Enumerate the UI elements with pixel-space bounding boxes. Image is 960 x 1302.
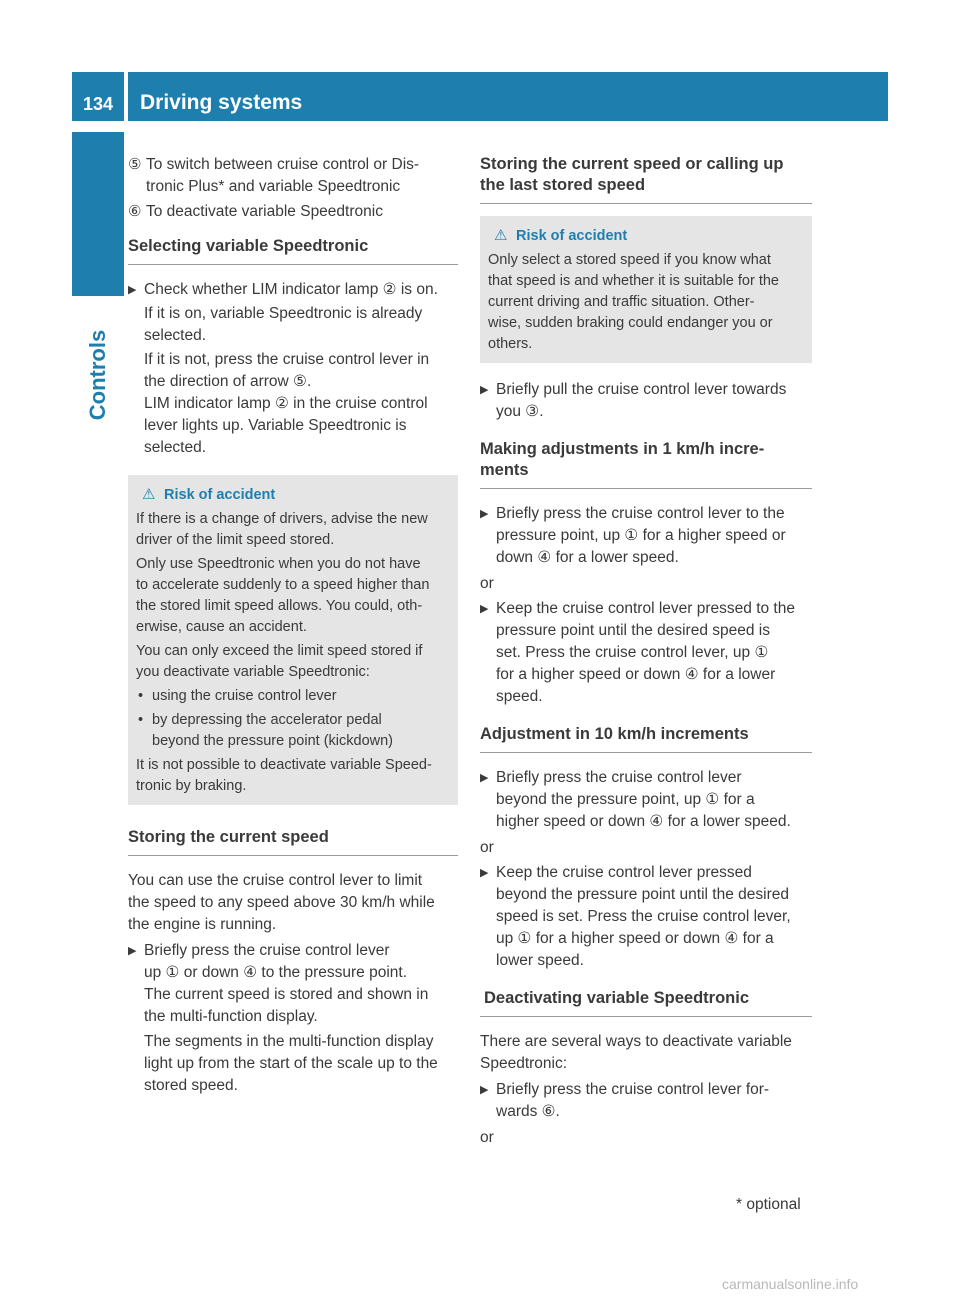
arrow-icon: ▶	[480, 384, 489, 396]
step-10kmh-a: ▶ Briefly press the cruise control lever beyond the pressure point, up ① for a higher speed or down ④ for a lower speed.	[480, 767, 812, 833]
page-number: 134	[72, 72, 124, 121]
watermark: carmanualsonline.info	[722, 1276, 859, 1292]
section-title: Driving systems	[128, 72, 888, 121]
arrow-icon: ▶	[480, 772, 489, 784]
or-text: or	[480, 1129, 494, 1146]
right-column	[480, 154, 812, 1149]
arrow-icon: ▶	[480, 1084, 489, 1096]
legend-item-6: ⑥ To deactivate variable Speedtronic	[128, 203, 383, 220]
step-10kmh-b: ▶ Keep the cruise control lever pressed beyond the pressure point until the desired speed is set. Press the cruise control lever, up ① for a higher speed or down ④ for a lower speed.	[480, 862, 812, 972]
warning-box-limit: ⚠ Risk of accident If there is a change of drivers, advise the new driver of the limit speed stored. Only use Speedtronic when you do not have to accelerate suddenly to a speed higher than the stored limit speed allows. You could, oth- erwise, cause an accident. You can only exceed the limit speed stored if you deactivate variable Speedtronic: • using the cruise control lever • by depressing the accelerator pedal beyond the pressure point (kickdown) It is not possible to deactivate variable Speed- tronic by braking.	[128, 475, 458, 805]
deactivating-intro: There are several ways to deactivate variable Speedtronic:	[480, 1033, 792, 1072]
heading-1kmh: Making adjustments in 1 km/h incre- ments	[480, 439, 812, 489]
arrow-icon: ▶	[128, 284, 137, 296]
step-selecting: ▶ Check whether LIM indicator lamp ② is on. If it is on, variable Speedtronic is already selected. If it is not, press the cruise control lever in the direction of arrow ⑤. LIM indicator lamp ② in the cruise control lever lights up. Variable Speedtronic is selected.	[128, 279, 458, 459]
or-text: or	[480, 839, 494, 856]
warning-title: ⚠ Risk of accident	[142, 486, 276, 503]
sidebar-label: Controls	[85, 329, 111, 421]
list-item: • by depressing the accelerator pedal beyond the pressure point (kickdown)	[138, 712, 393, 749]
step-pull: ▶ Briefly pull the cruise control lever towards you ③.	[480, 379, 812, 423]
left-column	[128, 154, 458, 1097]
step-1kmh-a: ▶ Briefly press the cruise control lever to the pressure point, up ① for a higher speed or down ④ for a lower speed.	[480, 503, 812, 569]
arrow-icon: ▶	[480, 508, 489, 520]
sidebar-tab	[72, 132, 124, 296]
heading-storing: Storing the current speed	[128, 827, 458, 856]
warning-icon: ⚠	[494, 227, 508, 244]
heading-deactivating: Deactivating variable Speedtronic	[480, 988, 812, 1017]
legend-item-5: ⑤ To switch between cruise control or Dis- tronic Plus* and variable Speedtronic	[128, 156, 420, 195]
warning-icon: ⚠	[142, 486, 156, 503]
heading-selecting: Selecting variable Speedtronic	[128, 236, 458, 265]
warning-title: ⚠ Risk of accident	[494, 227, 628, 244]
optional-footnote: * optional	[736, 1196, 801, 1213]
arrow-icon: ▶	[480, 867, 489, 879]
step-deactivate: ▶ Briefly press the cruise control lever for- wards ⑥.	[480, 1079, 812, 1123]
storing-intro: You can use the cruise control lever to limit the speed to any speed above 30 km/h while the engine is running.	[128, 872, 435, 933]
list-item: • using the cruise control lever	[138, 688, 337, 704]
or-text: or	[480, 575, 494, 592]
arrow-icon: ▶	[480, 603, 489, 615]
heading-storing-calling: Storing the current speed or calling up the last stored speed	[480, 154, 812, 204]
step-storing: ▶ Briefly press the cruise control lever up ① or down ④ to the pressure point. The current speed is stored and shown in the multi-function display. The segments in the multi-function display light up from the start of the scale up to the stored speed.	[128, 940, 458, 1097]
step-1kmh-b: ▶ Keep the cruise control lever pressed to the pressure point until the desired speed is set. Press the cruise control lever, up ① for a higher speed or down ④ for a lower speed.	[480, 598, 812, 708]
heading-10kmh: Adjustment in 10 km/h increments	[480, 724, 812, 753]
arrow-icon: ▶	[128, 945, 137, 957]
warning-box-stored-speed: ⚠ Risk of accident Only select a stored speed if you know what that speed is and whether it is suitable for the current driving and traffic situation. Other- wise, sudden braking could endanger you or others.	[480, 216, 812, 363]
